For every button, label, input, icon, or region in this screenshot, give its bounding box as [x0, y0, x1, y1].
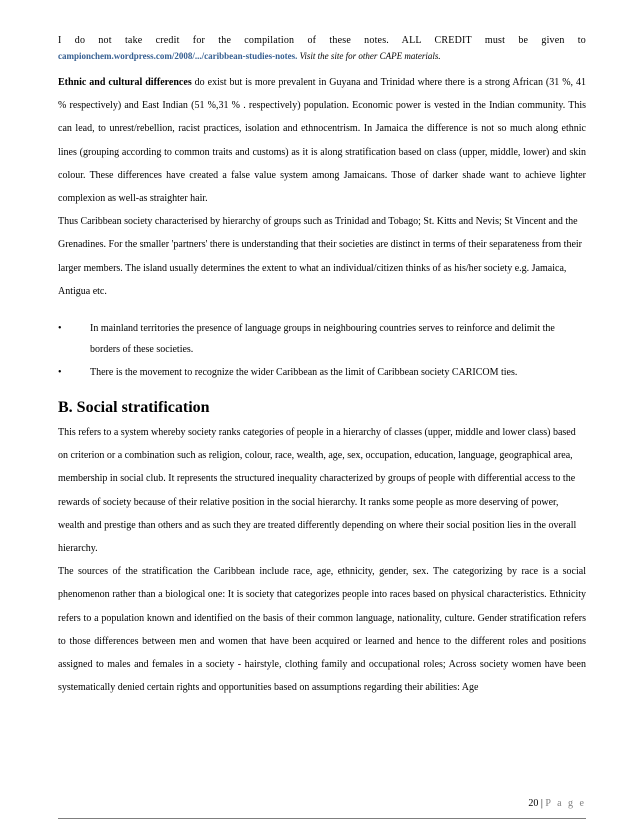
page-number-value: 20	[528, 798, 539, 809]
intro-paragraph-2: Thus Caribbean society characterised by hierarchy of groups such as Trinidad and Tobago; St. Kitts and Nevis; St Vincent and the Grenadines. For the smaller 'partners' there is understanding that their societies are distinct in terms of their separateness from their larger members. The island usually determines the extent to what an individual/citizen thinks of as his/her society e.g. Jamaica, Antigua etc.	[58, 216, 582, 297]
bullet-list	[58, 318, 586, 383]
page-label: P a g e	[545, 798, 586, 809]
intro-section	[58, 71, 586, 303]
section-paragraph-1: This refers to a system whereby society ranks categories of people in a hierarchy of classes (upper, middle and lower class) based on criterion or a combination such as religion, colour, race, wealth, age, sex, occupation, education, language, geographical area, membership in social club. It represents the structured inequality characterized by groups of people with differential access to the rewards of society because of their relative position in the social hierarchy. It ranks some people as more deserving of power, wealth and prestige than others and as such they are treated differently depending on where their social position lies in the overall hierarchy.	[58, 427, 577, 555]
bullet-icon: •	[58, 323, 62, 335]
social-stratification-section	[58, 421, 586, 699]
credit-url-link[interactable]: campionchem.wordpress.com/2008/.../caribbean-studies-notes.	[58, 51, 298, 61]
list-item	[58, 318, 586, 360]
section-heading: B. Social stratification	[58, 399, 210, 417]
list-item	[58, 362, 586, 383]
credit-note: Visit the site for other CAPE materials.	[299, 51, 441, 61]
list-item-text: There is the movement to recognize the wider Caribbean as the limit of Caribbean society CARICOM ties.	[90, 367, 518, 379]
intro-paragraph-1	[58, 71, 586, 210]
document-page	[58, 34, 586, 699]
footer-rule	[58, 818, 586, 819]
intro-paragraph-1-text: do exist but is more prevalent in Guyana and Trinidad where there is a strong African (31 %, 41 % respectively) and East Indian (51 %,31 % . respectively) population. Economic power is vested in the Indian community. This can lead, to unrest/rebellion, racist practices, isolation and ethnocentrism. In Jamaica the difference is not so much along ethnic lines (grouping according to common traits and customs) as it is along stratification based on class (upper, middle, lower) and skin colour. These differences have created a false value system among Jamaicans. Those of darker shade want to achieve lighter complexion as well-as straighter hair.	[58, 77, 586, 205]
credit-source-line	[58, 50, 586, 63]
intro-bold-lead: Ethnic and cultural differences	[58, 77, 192, 88]
bullet-icon: •	[58, 367, 62, 379]
section-paragraph-2: The sources of the stratification the Caribbean include race, age, ethnicity, gender, sex. The categorizing by race is a social phenomenon rather than a biological one: It is society that categorizes people into races based on physical characteristics. Ethnicity refers to a population known and identified on the basis of their common language, nationality, culture. Gender stratification refers to those differences between men and women that have been acquired or learned and hence to the different roles and positions assigned to males and females in a society - hairstyle, clothing family and occupational roles; Across society women have been systematically denied certain rights and opportunities based on assumptions regarding their abilities: Age	[58, 566, 586, 694]
credit-disclaimer: I do not take credit for the compilation of these notes. ALL CREDIT must be given to	[58, 35, 586, 46]
page-number	[528, 798, 586, 809]
page-separator: |	[538, 798, 546, 809]
list-item-text: In mainland territories the presence of language groups in neighbouring countries serves to reinforce and delimit the borders of these societies.	[90, 323, 555, 356]
